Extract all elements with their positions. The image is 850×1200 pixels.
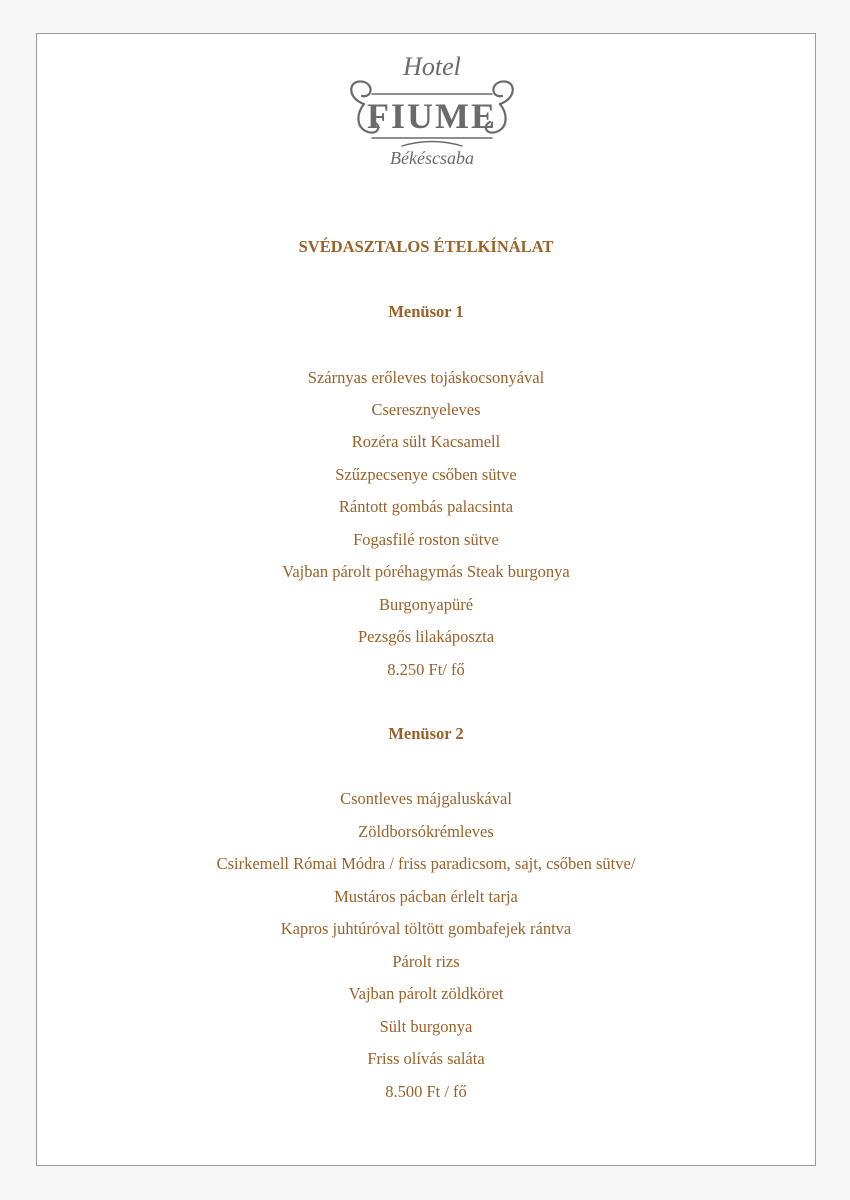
menu-2-item: Zöldborsókrémleves: [358, 822, 494, 841]
page-title: SVÉDASZTALOS ÉTELKÍNÁLAT: [298, 237, 554, 256]
logo-fiume-text: FIUME: [367, 96, 497, 136]
menu-2-heading: Menüsor 2: [388, 724, 464, 743]
menu-2-item: Csontleves májgaluskával: [340, 789, 512, 808]
menu-1-item: Burgonyapüré: [378, 595, 474, 614]
menu-2-item: Kapros juhtúróval töltött gombafejek rántva: [280, 919, 572, 938]
menu-1-item: Szárnyas erőleves tojáskocsonyával: [307, 368, 545, 387]
menu-2-item: Vajban párolt zöldköret: [348, 984, 504, 1003]
menu-1-item: Vajban párolt póréhagymás Steak burgonya: [282, 562, 570, 581]
menu-2-item: Friss olívás saláta: [367, 1049, 485, 1068]
menu-2-price: 8.500 Ft / fő: [385, 1082, 467, 1101]
logo-city-text: Békéscsaba: [390, 148, 474, 167]
menu-1-item: Szűzpecsenye csőben sütve: [335, 465, 517, 484]
logo-hotel-text: Hotel: [403, 52, 461, 81]
menu-1-item: Fogasfilé roston sütve: [353, 530, 499, 549]
menu-1-item: Cseresznyeleves: [371, 400, 481, 419]
menu-2-item: Sült burgonya: [379, 1017, 473, 1036]
menu-2-item: Csirkemell Római Módra / friss paradicsom, sajt, csőben sütve/: [216, 854, 636, 873]
menu-2-item: Mustáros pácban érlelt tarja: [334, 887, 518, 906]
hotel-fiume-logo: [342, 42, 522, 167]
menu-1-item: Rántott gombás palacsinta: [338, 497, 514, 516]
menu-2-item: Párolt rizs: [392, 952, 460, 971]
menu-1-heading: Menüsor 1: [388, 302, 464, 321]
menu-page: [36, 33, 816, 1166]
menu-1-item: Rozéra sült Kacsamell: [351, 432, 501, 451]
menu-1-item: Pezsgős lilakáposzta: [357, 627, 495, 646]
menu-1-price: 8.250 Ft/ fő: [387, 660, 465, 679]
